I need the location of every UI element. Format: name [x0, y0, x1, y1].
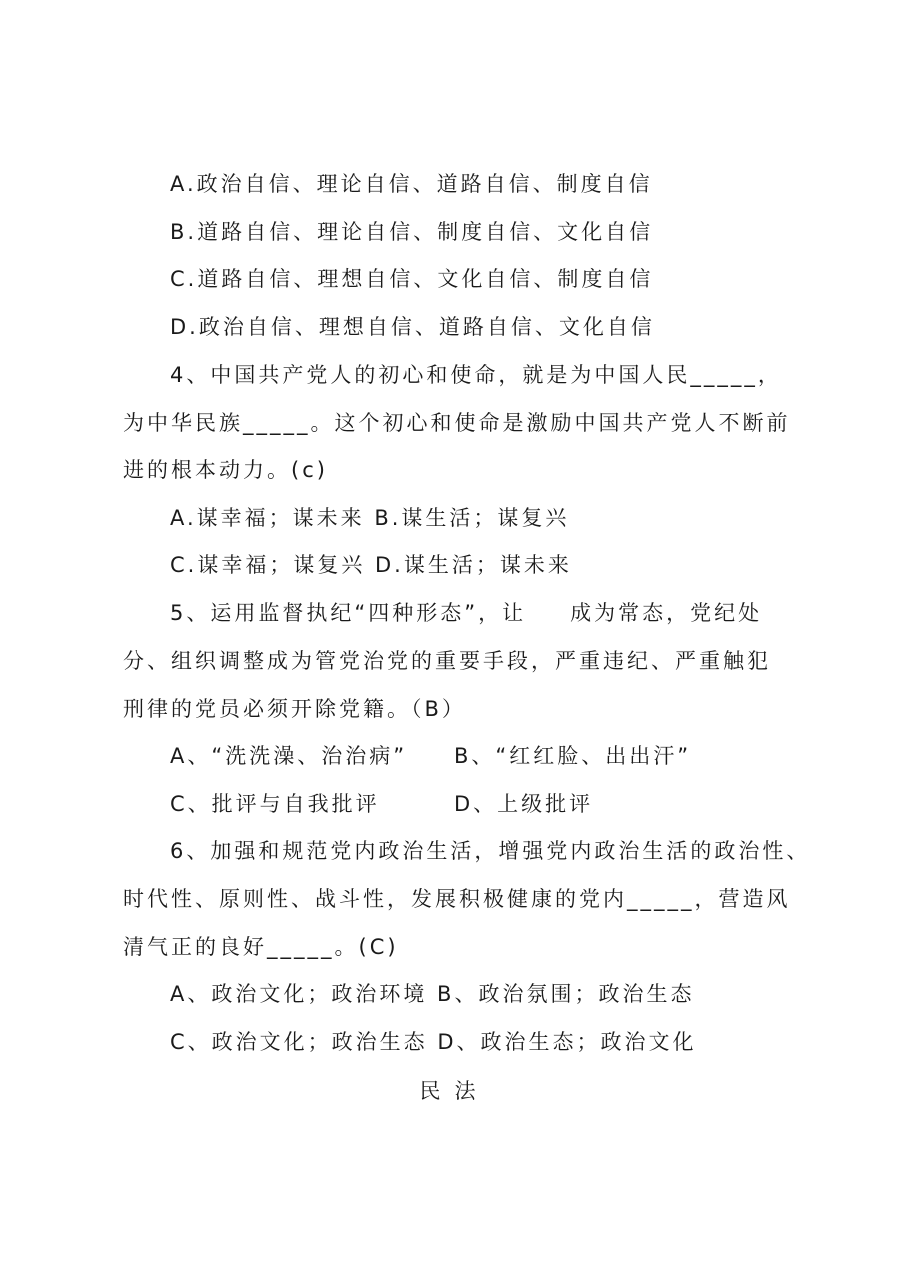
question-5-line-2: 分、组织调整成为管党治党的重要手段，严重违纪、严重触犯: [123, 649, 771, 673]
question-5-line-3: 刑律的党员必须开除党籍。（B）: [123, 697, 466, 721]
option-3c: C.道路自信、理想自信、文化自信、制度自信: [170, 267, 654, 291]
question-5-part-1: 5、运用监督执纪“四种形态”，让: [170, 601, 527, 625]
question-4-line-3: 进的根本动力。(c): [123, 458, 328, 482]
option-3a: A.政治自信、理论自信、道路自信、制度自信: [170, 172, 653, 196]
option-4cd: C.谋幸福；谋复兴 D.谋生活；谋未来: [170, 553, 572, 577]
option-5a: A、“洗洗澡、治治病”: [170, 744, 408, 768]
option-3d: D.政治自信、理想自信、道路自信、文化自信: [170, 315, 655, 339]
option-4ab: A.谋幸福；谋未来 B.谋生活；谋复兴: [170, 506, 570, 530]
question-5-part-2: 成为常态，党纪处: [570, 601, 763, 625]
option-3b: B.道路自信、理论自信、制度自信、文化自信: [170, 220, 654, 244]
option-6cd: C、政治文化；政治生态 D、政治生态；政治文化: [170, 1030, 697, 1054]
question-6-line-2: 时代性、原则性、战斗性，发展积极健康的党内_____，营造风: [123, 887, 791, 911]
question-5-line-1: [170, 599, 762, 627]
section-title: 民法: [419, 1079, 490, 1103]
option-6ab: A、政治文化；政治环境 B、政治氛围；政治生态: [170, 982, 695, 1006]
option-5d: D、上级批评: [454, 792, 594, 816]
option-5c: C、批评与自我批评: [170, 792, 380, 816]
option-5b: B、“红红脸、出出汗”: [454, 744, 692, 768]
question-6-line-1: 6、加强和规范党内政治生活，增强党内政治生活的政治性、: [170, 839, 811, 863]
question-4-line-2: 为中华民族_____。这个初心和使命是激励中国共产党人不断前: [123, 411, 791, 435]
question-4-line-1: 4、中国共产党人的初心和使命，就是为中国人民_____，: [170, 363, 782, 387]
question-6-line-3: 清气正的良好_____。(C): [123, 935, 399, 959]
